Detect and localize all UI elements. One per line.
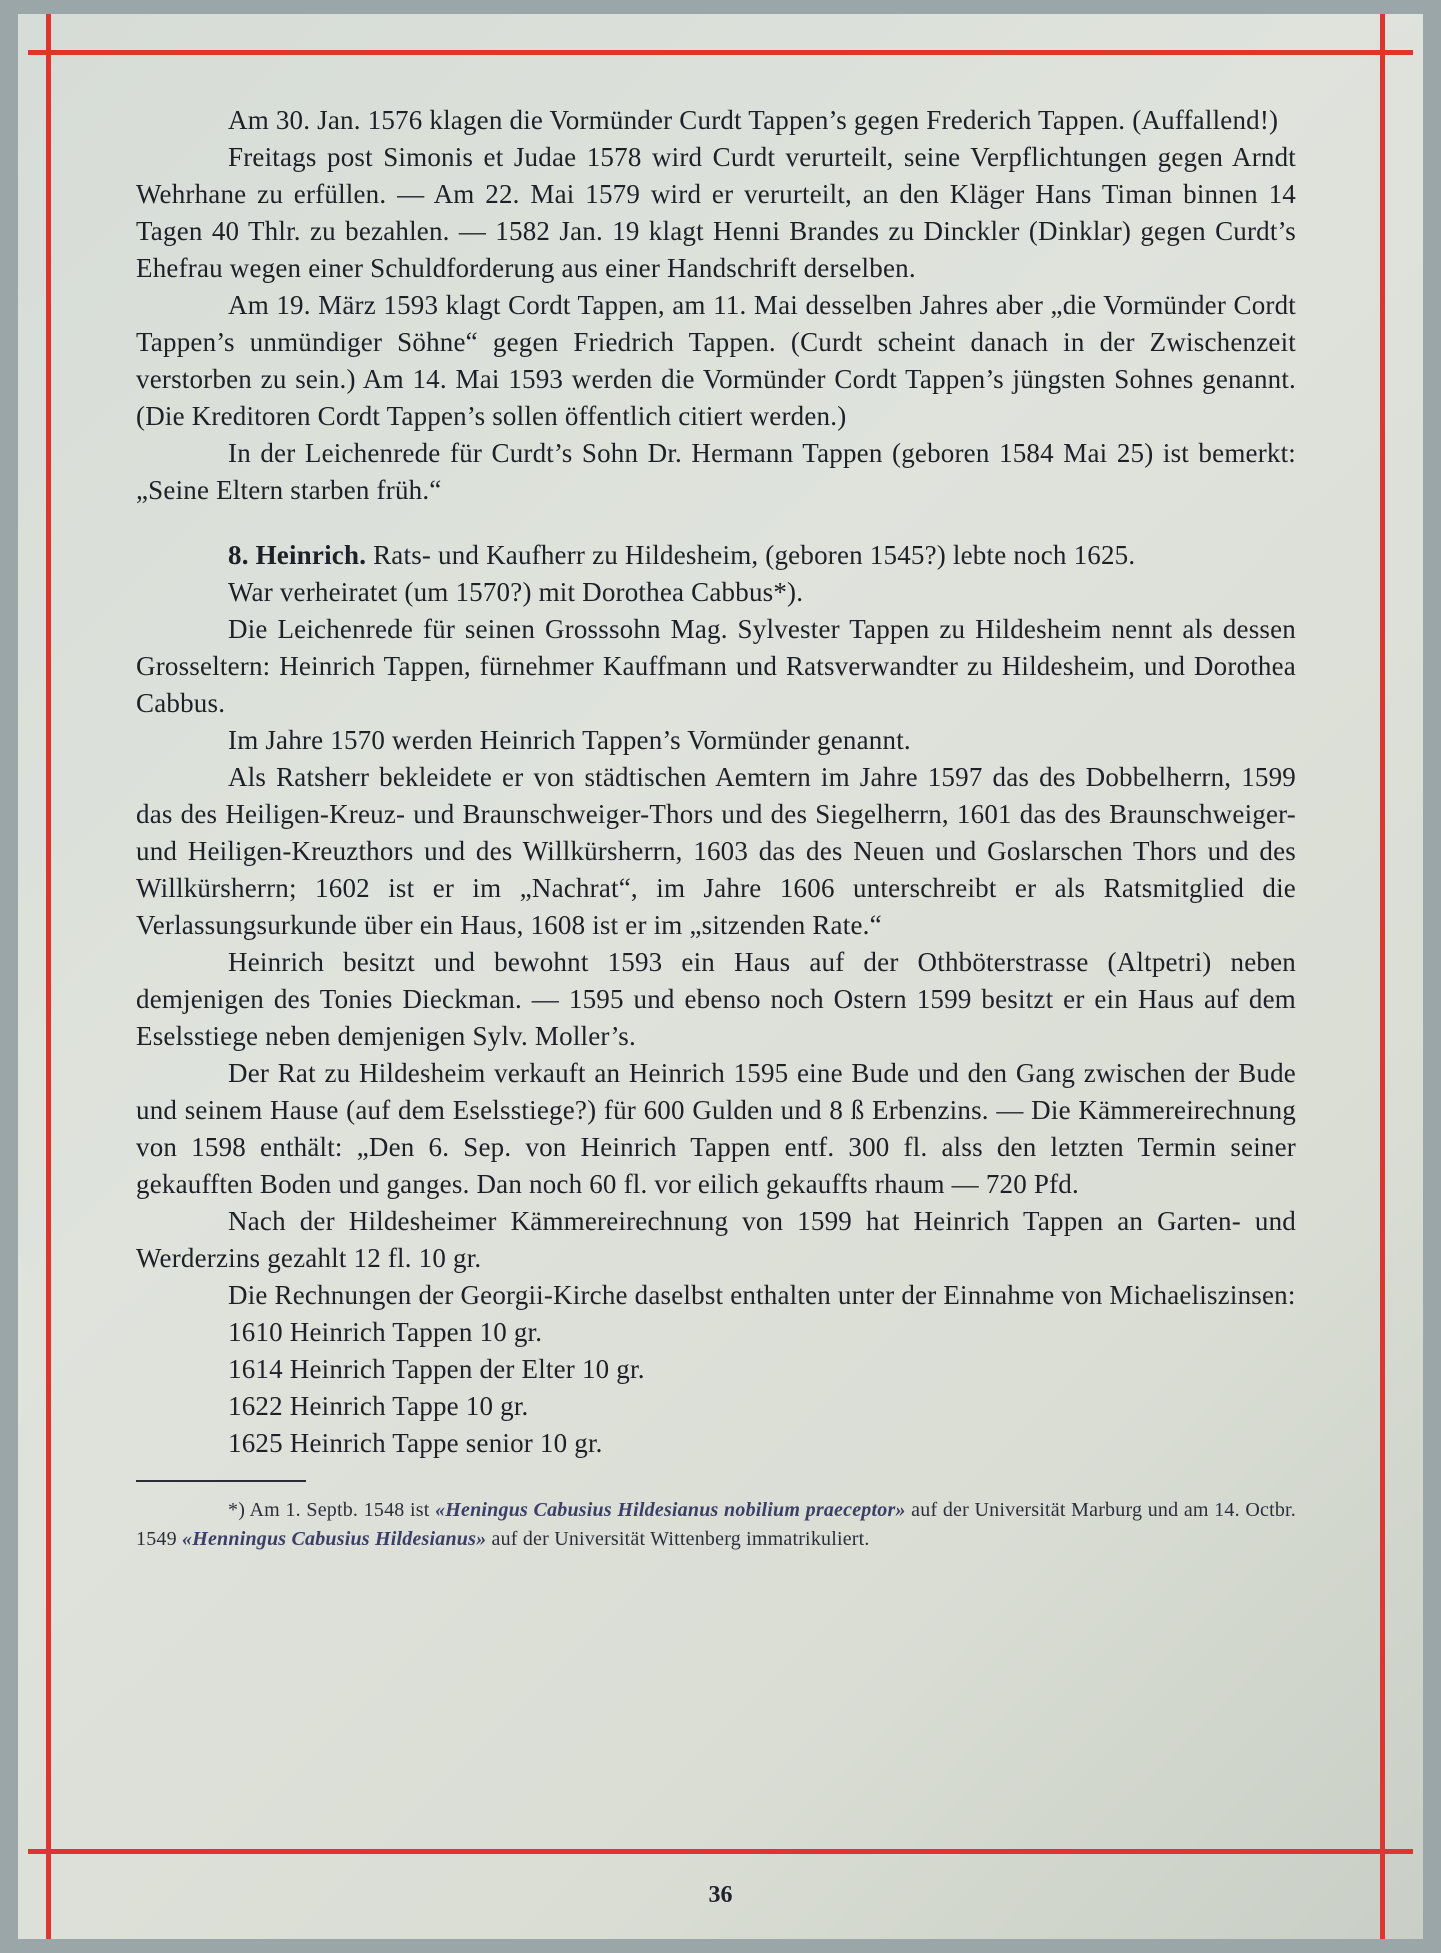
- paragraph: Im Jahre 1570 werden Heinrich Tappen’s Vormünder genannt.: [228, 725, 911, 755]
- footnote-marker: *) Am 1. Septb. 1548 ist: [228, 1499, 430, 1521]
- frame-rule-bottom: [28, 1849, 1413, 1854]
- frame-rule-top: [28, 50, 1413, 55]
- footnote-name-1: «Heningus Cabusius Hildesianus nobilium praeceptor»: [435, 1499, 906, 1521]
- paragraph: Heinrich besitzt und bewohnt 1593 ein Haus auf der Othböterstrasse (Altpetri) neben demjenigen des Tonies Dieckman. — 1595 und ebenso noch Ostern 1599 besitzt er ein Haus auf dem Eselsstiege neben demjenigen Sylv. Moller’s.: [136, 947, 1296, 1051]
- paragraph: Freitags post Simonis et Judae 1578 wird Curdt verurteilt, seine Verpflichtungen gegen Arndt Wehrhane zu erfüllen. — Am 22. Mai 1579 wird er verurteilt, an den Kläger Hans Timan binnen 14 Tagen 40 Thlr. zu bezahlen. — 1582 Jan. 19 klagt Henni Brandes zu Dinckler (Dinklar) gegen Curdt’s Ehefrau wegen einer Schuldforderung aus einer Handschrift derselben.: [136, 142, 1296, 283]
- section-heading: 8. Heinrich.: [228, 540, 367, 570]
- footnote-end: auf der Universität Wittenberg immatrikuliert.: [491, 1528, 870, 1550]
- paragraph: Nach der Hildesheimer Kämmereirechnung von 1599 hat Heinrich Tappen an Garten- und Werderzins gezahlt 12 fl. 10 gr.: [136, 1206, 1296, 1273]
- paragraph: Am 30. Jan. 1576 klagen die Vormünder Curdt Tappen’s gegen Frederich Tappen. (Auffallend!): [228, 105, 1279, 135]
- footnote-divider: [136, 1480, 306, 1482]
- paragraph: Die Leichenrede für seinen Grosssohn Mag. Sylvester Tappen zu Hildesheim nennt als dessen Grosseltern: Heinrich Tappen, fürnehmer Kauffmann und Ratsverwandter zu Hildesheim, und Dorothea Cabbus.: [136, 614, 1296, 718]
- frame-rule-left: [46, 14, 51, 1939]
- list-item: 1614 Heinrich Tappen der Elter 10 gr.: [228, 1354, 645, 1384]
- paragraph: War verheiratet (um 1570?) mit Dorothea Cabbus*).: [228, 577, 804, 607]
- paragraph: In der Leichenrede für Curdt’s Sohn Dr. Hermann Tappen (geboren 1584 Mai 25) ist bemerkt: „Seine Eltern starben früh.“: [136, 438, 1296, 505]
- section-heading-rest: Rats- und Kaufherr zu Hildesheim, (geboren 1545?) lebte noch 1625.: [373, 540, 1136, 570]
- section-heading-line: [136, 537, 1296, 574]
- paragraph: Die Rechnungen der Georgii-Kirche daselbst enthalten unter der Einnahme von Michaeliszinsen:: [228, 1280, 1296, 1310]
- paragraph: Als Ratsherr bekleidete er von städtischen Aemtern im Jahre 1597 das des Dobbelherrn, 1599 das des Heiligen-Kreuz- und Braunschweiger-Thors und des Siegelherrn, 1601 das des Braunschweiger- und Heiligen-Kreuzthors und des Willkürsherrn, 1603 das des Neuen und Goslarschen Thors und des Willkürsherrn; 1602 ist er im „Nachrat“, im Jahre 1606 unterschreibt er als Ratsmitglied die Verlassungsurkunde über ein Haus, 1608 ist er im „sitzenden Rate.“: [136, 762, 1296, 940]
- document-page: [18, 14, 1423, 1939]
- footnote-name-2: «Henningus Cabusius Hildesianus»: [182, 1528, 487, 1550]
- main-text: [136, 102, 1296, 1554]
- entries-list: [136, 1314, 1296, 1462]
- list-item: 1610 Heinrich Tappen 10 gr.: [228, 1317, 543, 1347]
- footnote: [136, 1496, 1296, 1554]
- paragraph: Der Rat zu Hildesheim verkauft an Heinrich 1595 eine Bude und den Gang zwischen der Bude und seinem Hause (auf dem Eselsstiege?) für 600 Gulden und 8 ß Erbenzins. — Die Kämmereirechnung von 1598 enthält: „Den 6. Sep. von Heinrich Tappen entf. 300 fl. alss den letzten Termin seiner gekaufften Boden und ganges. Dan noch 60 fl. vor eilich gekauffts rhaum — 720 Pfd.: [136, 1058, 1296, 1199]
- list-item: 1625 Heinrich Tappe senior 10 gr.: [228, 1428, 603, 1458]
- paragraph: Am 19. März 1593 klagt Cordt Tappen, am 11. Mai desselben Jahres aber „die Vormünder Cordt Tappen’s unmündiger Söhne“ gegen Friedrich Tappen. (Curdt scheint danach in der Zwischenzeit verstorben zu sein.) Am 14. Mai 1593 werden die Vormünder Cordt Tappen’s jüngsten Sohnes genannt. (Die Kreditoren Cordt Tappen’s sollen öffentlich citiert werden.): [136, 290, 1296, 431]
- section-gap: [136, 509, 1296, 537]
- page-number: 36: [708, 1882, 733, 1908]
- list-item: 1622 Heinrich Tappe 10 gr.: [228, 1391, 529, 1421]
- footnote-mid: auf der Universität Marburg und am 14. Octbr. 1549: [136, 1499, 1296, 1550]
- frame-rule-right: [1380, 14, 1385, 1939]
